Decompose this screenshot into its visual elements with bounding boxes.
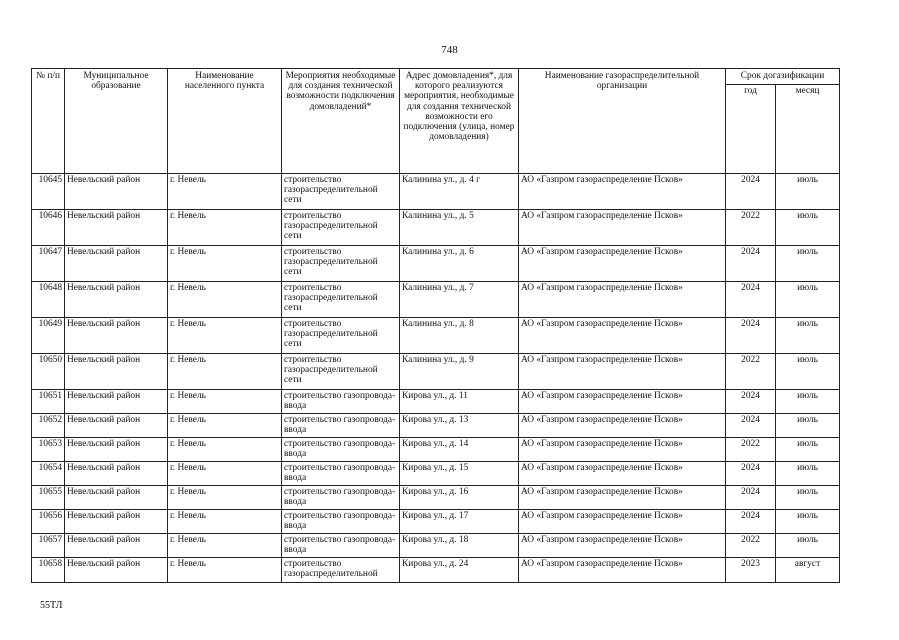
row-num-cell: 10645: [32, 174, 65, 210]
address-cell: Калинина ул., д. 7: [400, 282, 519, 318]
table-row: [32, 534, 840, 558]
organization-cell: АО «Газпром газораспределение Псков»: [519, 318, 726, 354]
measure-cell: строительство газораспределительной сети: [282, 354, 400, 390]
table-body: [32, 174, 840, 583]
address-cell: Калинина ул., д. 5: [400, 210, 519, 246]
table-row: [32, 510, 840, 534]
measure-cell: строительство газораспределительной сети: [282, 174, 400, 210]
year-cell: 2024: [726, 510, 776, 534]
municipality-cell: Невельский район: [65, 174, 168, 210]
address-cell: Калинина ул., д. 4 г: [400, 174, 519, 210]
municipality-cell: Невельский район: [65, 210, 168, 246]
year-cell: 2024: [726, 246, 776, 282]
address-cell: Кирова ул., д. 13: [400, 414, 519, 438]
table-row: [32, 282, 840, 318]
footer-code: 55ТЛ: [40, 600, 63, 611]
month-cell: июль: [776, 282, 840, 318]
organization-cell: АО «Газпром газораспределение Псков»: [519, 534, 726, 558]
address-cell: Кирова ул., д. 15: [400, 462, 519, 486]
locality-cell: г. Невель: [168, 558, 282, 583]
year-cell: 2024: [726, 174, 776, 210]
month-cell: июль: [776, 510, 840, 534]
table-row: [32, 462, 840, 486]
year-cell: 2022: [726, 534, 776, 558]
organization-cell: АО «Газпром газораспределение Псков»: [519, 414, 726, 438]
row-num-cell: 10647: [32, 246, 65, 282]
table-row: [32, 246, 840, 282]
locality-cell: г. Невель: [168, 318, 282, 354]
measure-cell: строительство газораспределительной сети: [282, 210, 400, 246]
measure-cell: строительство газопровода-ввода: [282, 438, 400, 462]
address-cell: Калинина ул., д. 8: [400, 318, 519, 354]
col-header-municipality: Муниципальное образование: [65, 69, 168, 174]
measure-cell: строительство газораспределительной: [282, 558, 400, 583]
table-row: [32, 486, 840, 510]
col-header-num: № п/п: [32, 69, 65, 174]
month-cell: июль: [776, 534, 840, 558]
measure-cell: строительство газопровода-ввода: [282, 462, 400, 486]
municipality-cell: Невельский район: [65, 354, 168, 390]
locality-cell: г. Невель: [168, 462, 282, 486]
month-cell: август: [776, 558, 840, 583]
page-number: 748: [441, 44, 458, 56]
month-cell: июль: [776, 414, 840, 438]
measure-cell: строительство газораспределительной сети: [282, 318, 400, 354]
municipality-cell: Невельский район: [65, 486, 168, 510]
organization-cell: АО «Газпром газораспределение Псков»: [519, 246, 726, 282]
row-num-cell: 10657: [32, 534, 65, 558]
address-cell: Кирова ул., д. 17: [400, 510, 519, 534]
organization-cell: АО «Газпром газораспределение Псков»: [519, 510, 726, 534]
table-row: [32, 318, 840, 354]
table-row: [32, 210, 840, 246]
row-num-cell: 10652: [32, 414, 65, 438]
col-header-year: год: [726, 85, 776, 174]
month-cell: июль: [776, 318, 840, 354]
organization-cell: АО «Газпром газораспределение Псков»: [519, 174, 726, 210]
table-row: [32, 438, 840, 462]
locality-cell: г. Невель: [168, 414, 282, 438]
row-num-cell: 10653: [32, 438, 65, 462]
locality-cell: г. Невель: [168, 438, 282, 462]
municipality-cell: Невельский район: [65, 282, 168, 318]
row-num-cell: 10654: [32, 462, 65, 486]
col-header-month: месяц: [776, 85, 840, 174]
organization-cell: АО «Газпром газораспределение Псков»: [519, 282, 726, 318]
locality-cell: г. Невель: [168, 510, 282, 534]
locality-cell: г. Невель: [168, 486, 282, 510]
address-cell: Кирова ул., д. 11: [400, 390, 519, 414]
year-cell: 2022: [726, 438, 776, 462]
col-header-organization: Наименование газораспределительной организации: [519, 69, 726, 174]
measure-cell: строительство газораспределительной сети: [282, 246, 400, 282]
organization-cell: АО «Газпром газораспределение Псков»: [519, 354, 726, 390]
locality-cell: г. Невель: [168, 390, 282, 414]
year-cell: 2022: [726, 210, 776, 246]
organization-cell: АО «Газпром газораспределение Псков»: [519, 486, 726, 510]
row-num-cell: 10656: [32, 510, 65, 534]
address-cell: Калинина ул., д. 9: [400, 354, 519, 390]
measure-cell: строительство газопровода-ввода: [282, 390, 400, 414]
municipality-cell: Невельский район: [65, 438, 168, 462]
year-cell: 2024: [726, 390, 776, 414]
locality-cell: г. Невель: [168, 174, 282, 210]
row-num-cell: 10648: [32, 282, 65, 318]
year-cell: 2024: [726, 414, 776, 438]
row-num-cell: 10650: [32, 354, 65, 390]
municipality-cell: Невельский район: [65, 246, 168, 282]
month-cell: июль: [776, 246, 840, 282]
municipality-cell: Невельский район: [65, 462, 168, 486]
month-cell: июль: [776, 390, 840, 414]
header-row: [32, 69, 840, 85]
row-num-cell: 10646: [32, 210, 65, 246]
measure-cell: строительство газопровода-ввода: [282, 510, 400, 534]
municipality-cell: Невельский район: [65, 414, 168, 438]
table-row: [32, 558, 840, 583]
municipality-cell: Невельский район: [65, 558, 168, 583]
year-cell: 2023: [726, 558, 776, 583]
col-header-address: Адрес домовладения*, для которого реализуются мероприятия, необходимые для создания технической возможности его подключения (улица, номер домовладения): [400, 69, 519, 174]
year-cell: 2022: [726, 354, 776, 390]
organization-cell: АО «Газпром газораспределение Псков»: [519, 210, 726, 246]
organization-cell: АО «Газпром газораспределение Псков»: [519, 558, 726, 583]
organization-cell: АО «Газпром газораспределение Псков»: [519, 438, 726, 462]
municipality-cell: Невельский район: [65, 510, 168, 534]
row-num-cell: 10651: [32, 390, 65, 414]
table-row: [32, 414, 840, 438]
month-cell: июль: [776, 354, 840, 390]
address-cell: Кирова ул., д. 16: [400, 486, 519, 510]
organization-cell: АО «Газпром газораспределение Псков»: [519, 390, 726, 414]
locality-cell: г. Невель: [168, 354, 282, 390]
measure-cell: строительство газораспределительной сети: [282, 282, 400, 318]
row-num-cell: 10655: [32, 486, 65, 510]
month-cell: июль: [776, 438, 840, 462]
col-header-locality: Наименование населенного пункта: [168, 69, 282, 174]
address-cell: Кирова ул., д. 14: [400, 438, 519, 462]
year-cell: 2024: [726, 462, 776, 486]
municipality-cell: Невельский район: [65, 534, 168, 558]
locality-cell: г. Невель: [168, 282, 282, 318]
year-cell: 2024: [726, 282, 776, 318]
month-cell: июль: [776, 462, 840, 486]
year-cell: 2024: [726, 486, 776, 510]
month-cell: июль: [776, 210, 840, 246]
row-num-cell: 10658: [32, 558, 65, 583]
address-cell: Кирова ул., д. 24: [400, 558, 519, 583]
month-cell: июль: [776, 174, 840, 210]
col-header-measures: Мероприятия необходимые для создания технической возможности подключения домовладений*: [282, 69, 400, 174]
col-header-deadline: Срок догазификации: [726, 69, 840, 85]
address-cell: Кирова ул., д. 18: [400, 534, 519, 558]
address-cell: Калинина ул., д. 6: [400, 246, 519, 282]
locality-cell: г. Невель: [168, 534, 282, 558]
locality-cell: г. Невель: [168, 210, 282, 246]
year-cell: 2024: [726, 318, 776, 354]
measure-cell: строительство газопровода-ввода: [282, 486, 400, 510]
table-row: [32, 354, 840, 390]
municipality-cell: Невельский район: [65, 318, 168, 354]
locality-cell: г. Невель: [168, 246, 282, 282]
municipality-cell: Невельский район: [65, 390, 168, 414]
table-row: [32, 174, 840, 210]
measure-cell: строительство газопровода-ввода: [282, 534, 400, 558]
table-row: [32, 390, 840, 414]
month-cell: июль: [776, 486, 840, 510]
organization-cell: АО «Газпром газораспределение Псков»: [519, 462, 726, 486]
gasification-table: [31, 68, 840, 583]
row-num-cell: 10649: [32, 318, 65, 354]
measure-cell: строительство газопровода-ввода: [282, 414, 400, 438]
